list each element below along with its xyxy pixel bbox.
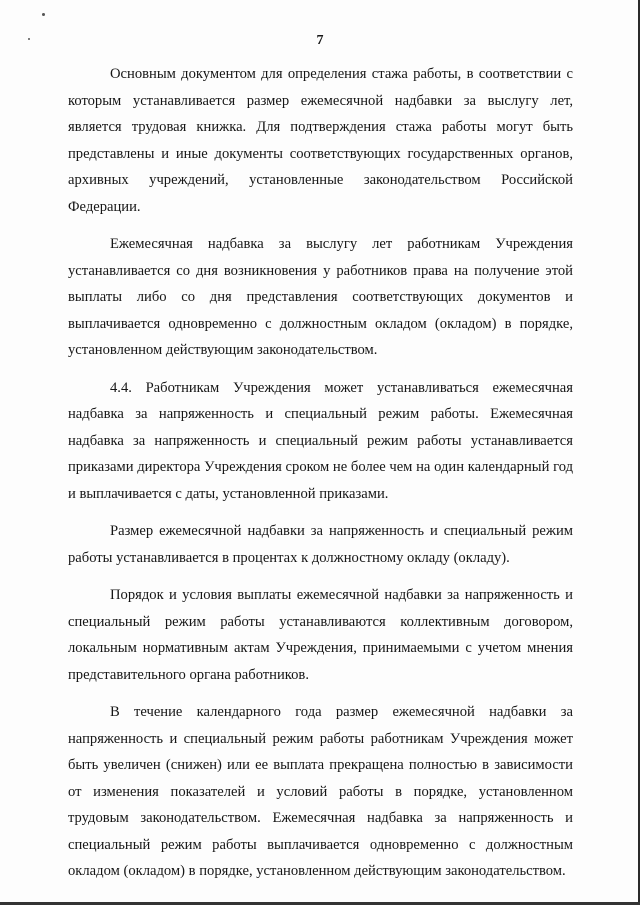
paragraph-allowance-change: В течение календарного года размер ежемесячной надбавки за напряженность и специальный режим работы работникам Учреждения может быть увеличен (снижен) или ее выплата прекращена полностью в зависимости от изменения показателей и условий работы в порядке, установленном трудовым законодательством. Ежемесячная надбавка за напряженность и специальный режим работы выплачивается одновременно с должностным окладом (окладом) в порядке, установленном действующим законодательством. [68, 704, 573, 879]
paragraph-seniority-allowance: Ежемесячная надбавка за выслугу лет работникам Учреждения устанавливается со дня возникновения у работников права на получение этой выплаты либо со дня представления соответствующих документов и выплачивается одновременно с должностным окладом (окладом) в порядке, установленном действующим законодательством. [68, 236, 573, 358]
paragraph-intensity-allowance: 4.4. Работникам Учреждения может устанавливаться ежемесячная надбавка за напряженность и специальный режим работы. Ежемесячная надбавка за напряженность и специальный режим работы устанавливается приказами директора Учреждения сроком не более чем на один календарный год и выплачивается с даты, установленной приказами. [68, 379, 573, 502]
paragraph-allowance-procedure: Порядок и условия выплаты ежемесячной надбавки за напряженность и специальный режим работы устанавливаются коллективным договором, локальным нормативным актам Учреждения, принимаемыми с учетом мнения представительного органа работников. [68, 587, 573, 683]
paragraph-allowance-amount: Размер ежемесячной надбавки за напряженность и специальный режим работы устанавливается в процентах к должностному окладу (окладу). [68, 523, 573, 566]
document-body [68, 61, 573, 885]
scan-speck [42, 13, 45, 16]
page-number: 7 [316, 33, 324, 48]
paragraph-work-record-book: Основным документом для определения стажа работы, в соответствии с которым устанавливается размер ежемесячной надбавки за выслугу лет, является трудовая книжка. Для подтверждения стажа работы могут быть представлены и иные документы соответствующих государственных органов, архивных учреждений, установленные законодательством Российской Федерации. [68, 66, 573, 215]
